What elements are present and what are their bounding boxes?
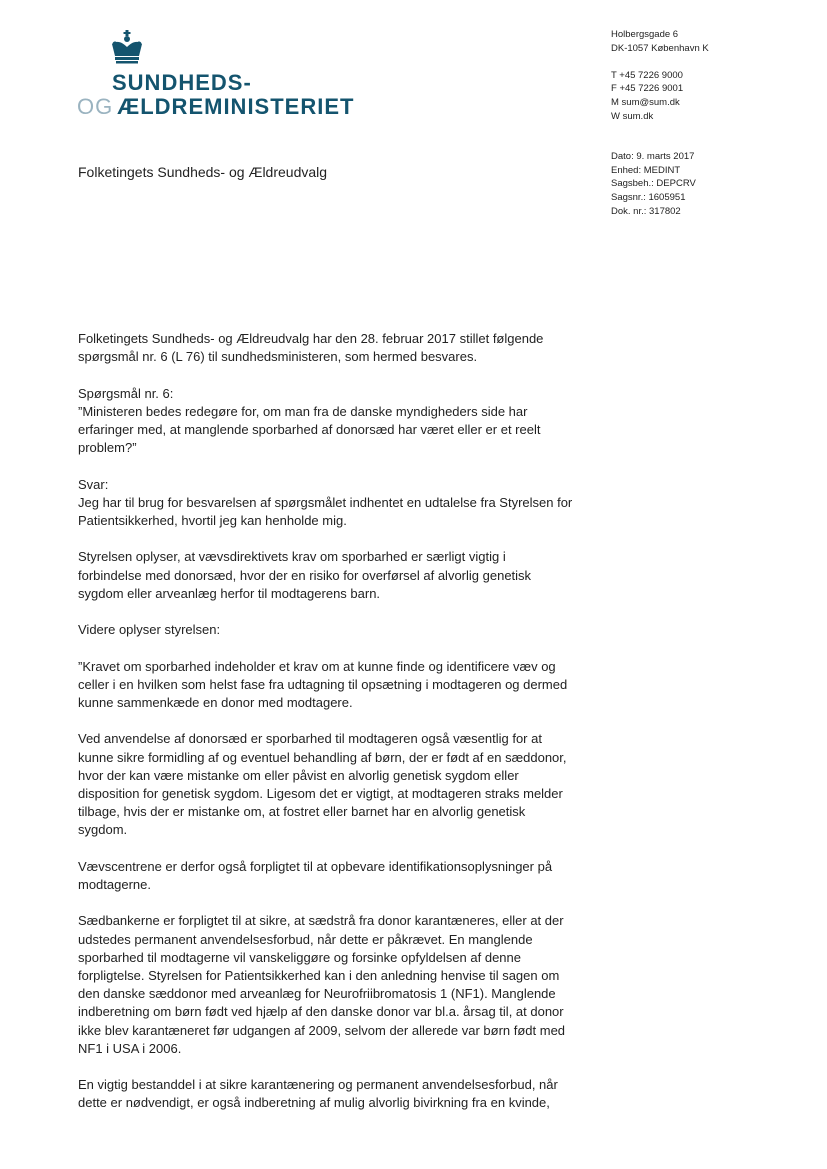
phone-line: T +45 7226 9000	[611, 69, 683, 81]
web-line[interactable]: W sum.dk	[611, 110, 654, 122]
logo-og: OG	[77, 94, 114, 119]
crown-icon	[107, 30, 147, 66]
logo-main: ÆLDREMINISTERIET	[117, 94, 355, 119]
paragraph-1: Styrelsen oplyser, at vævsdirektivets krav om sporbarhed er særligt vigtig i forbindelse med donorsæd, hvor der en risiko for overførsel af alvorlig genetisk sygdom eller arveanlæg herfor til modtagerens barn.	[78, 549, 532, 601]
paragraph-6: Sædbankerne er forpligtet til at sikre, at sædstrå fra donor karantæneres, eller at der udstedes permanent anvendelsesforbud, når dette er påkrævet. En manglende sporbarhed til modtagerne vil vanskeliggøre og forsinke opfyldelsen af denne forpligtelse. Styrelsen for Patientsikkerhed kan i den anledning henvise til sagen om den danske sæddonor med arveanlæg for Neurofriibromatosis 1 (NF1). Manglende indberetning om børn født ved hjælp af den danske donor var bl.a. årsag til, at donor ikke blev karantæneret før udgangen af 2009, selvom der allerede var børn født med NF1 i USA i 2006.	[78, 913, 566, 1056]
ministry-logo	[77, 30, 357, 120]
answer-paragraph: Svar: Jeg har til brug for besvarelsen af spørgsmålet indhentet en udtalelse fra Styrelsen for Patientsikkerhed, hvortil jeg kan henholde mig.	[78, 476, 573, 528]
email-line[interactable]: M sum@sum.dk	[611, 97, 680, 109]
logo-line2	[77, 94, 354, 123]
intro-paragraph: Folketingets Sundheds- og Ældreudvalg har den 28. februar 2017 stillet følgende spørgsmål nr. 6 (L 76) til sundhedsministeren, som hermed besvares.	[78, 331, 544, 365]
contact-sidebar	[611, 28, 821, 232]
handler-line: Sagsbeh.: DEPCRV	[611, 178, 696, 190]
contact-block	[611, 69, 821, 124]
paragraph-7: En vigtig bestanddel i at sikre karantænering og permanent anvendelsesforbud, når dette er nødvendigt, er også indberetning af mulig alvorlig bivirkning fra en kvinde,	[78, 1077, 558, 1111]
paragraph-2: Videre oplyser styrelsen:	[78, 622, 221, 638]
address-block	[611, 28, 821, 56]
paragraph-4: Ved anvendelse af donorsæd er sporbarhed til modtageren også væsentlig for at kunne sikre formidling af og eventuel behandling af børn, der er født af en sæddonor, hvor der kan være mistanke om eller påvist en alvorlig genetisk sygdom eller disposition for genetisk sygdom. Ligesom det er vigtigt, at modtageren straks melder tilbage, hvis der er mistanke om, at fostret eller barnet har en alvorlig genetisk sygdom.	[78, 731, 567, 838]
doc-number-line: Dok. nr.: 317802	[611, 205, 681, 217]
case-number-line: Sagsnr.: 1605951	[611, 192, 686, 204]
recipient: Folketingets Sundheds- og Ældreudvalg	[78, 164, 328, 180]
date-line: Dato: 9. marts 2017	[611, 150, 695, 162]
address-line: Holbergsgade 6	[611, 29, 679, 40]
fax-line: F +45 7226 9001	[611, 83, 684, 95]
logo-line1: SUNDHEDS-	[112, 70, 252, 95]
letter-body	[78, 330, 573, 1131]
unit-line: Enhed: MEDINT	[611, 164, 681, 176]
address-line: DK-1057 København K	[611, 42, 709, 54]
meta-block	[611, 150, 821, 219]
question-paragraph: Spørgsmål nr. 6: ”Ministeren bedes redegøre for, om man fra de danske myndigheders side har erfaringer med, at manglende sporbarhed af donorsæd har været eller er et reelt problem?”	[78, 385, 541, 456]
paragraph-5: Vævscentrene er derfor også forpligtet til at opbevare identifikationsoplysninger på modtagerne.	[78, 858, 553, 892]
paragraph-3: ”Kravet om sporbarhed indeholder et krav om at kunne finde og identificere væv og celler i en hvilken som helst fase fra udtagning til opsætning i modtageren og dermed kunne sammenkæde en donor med modtagere.	[78, 658, 568, 710]
